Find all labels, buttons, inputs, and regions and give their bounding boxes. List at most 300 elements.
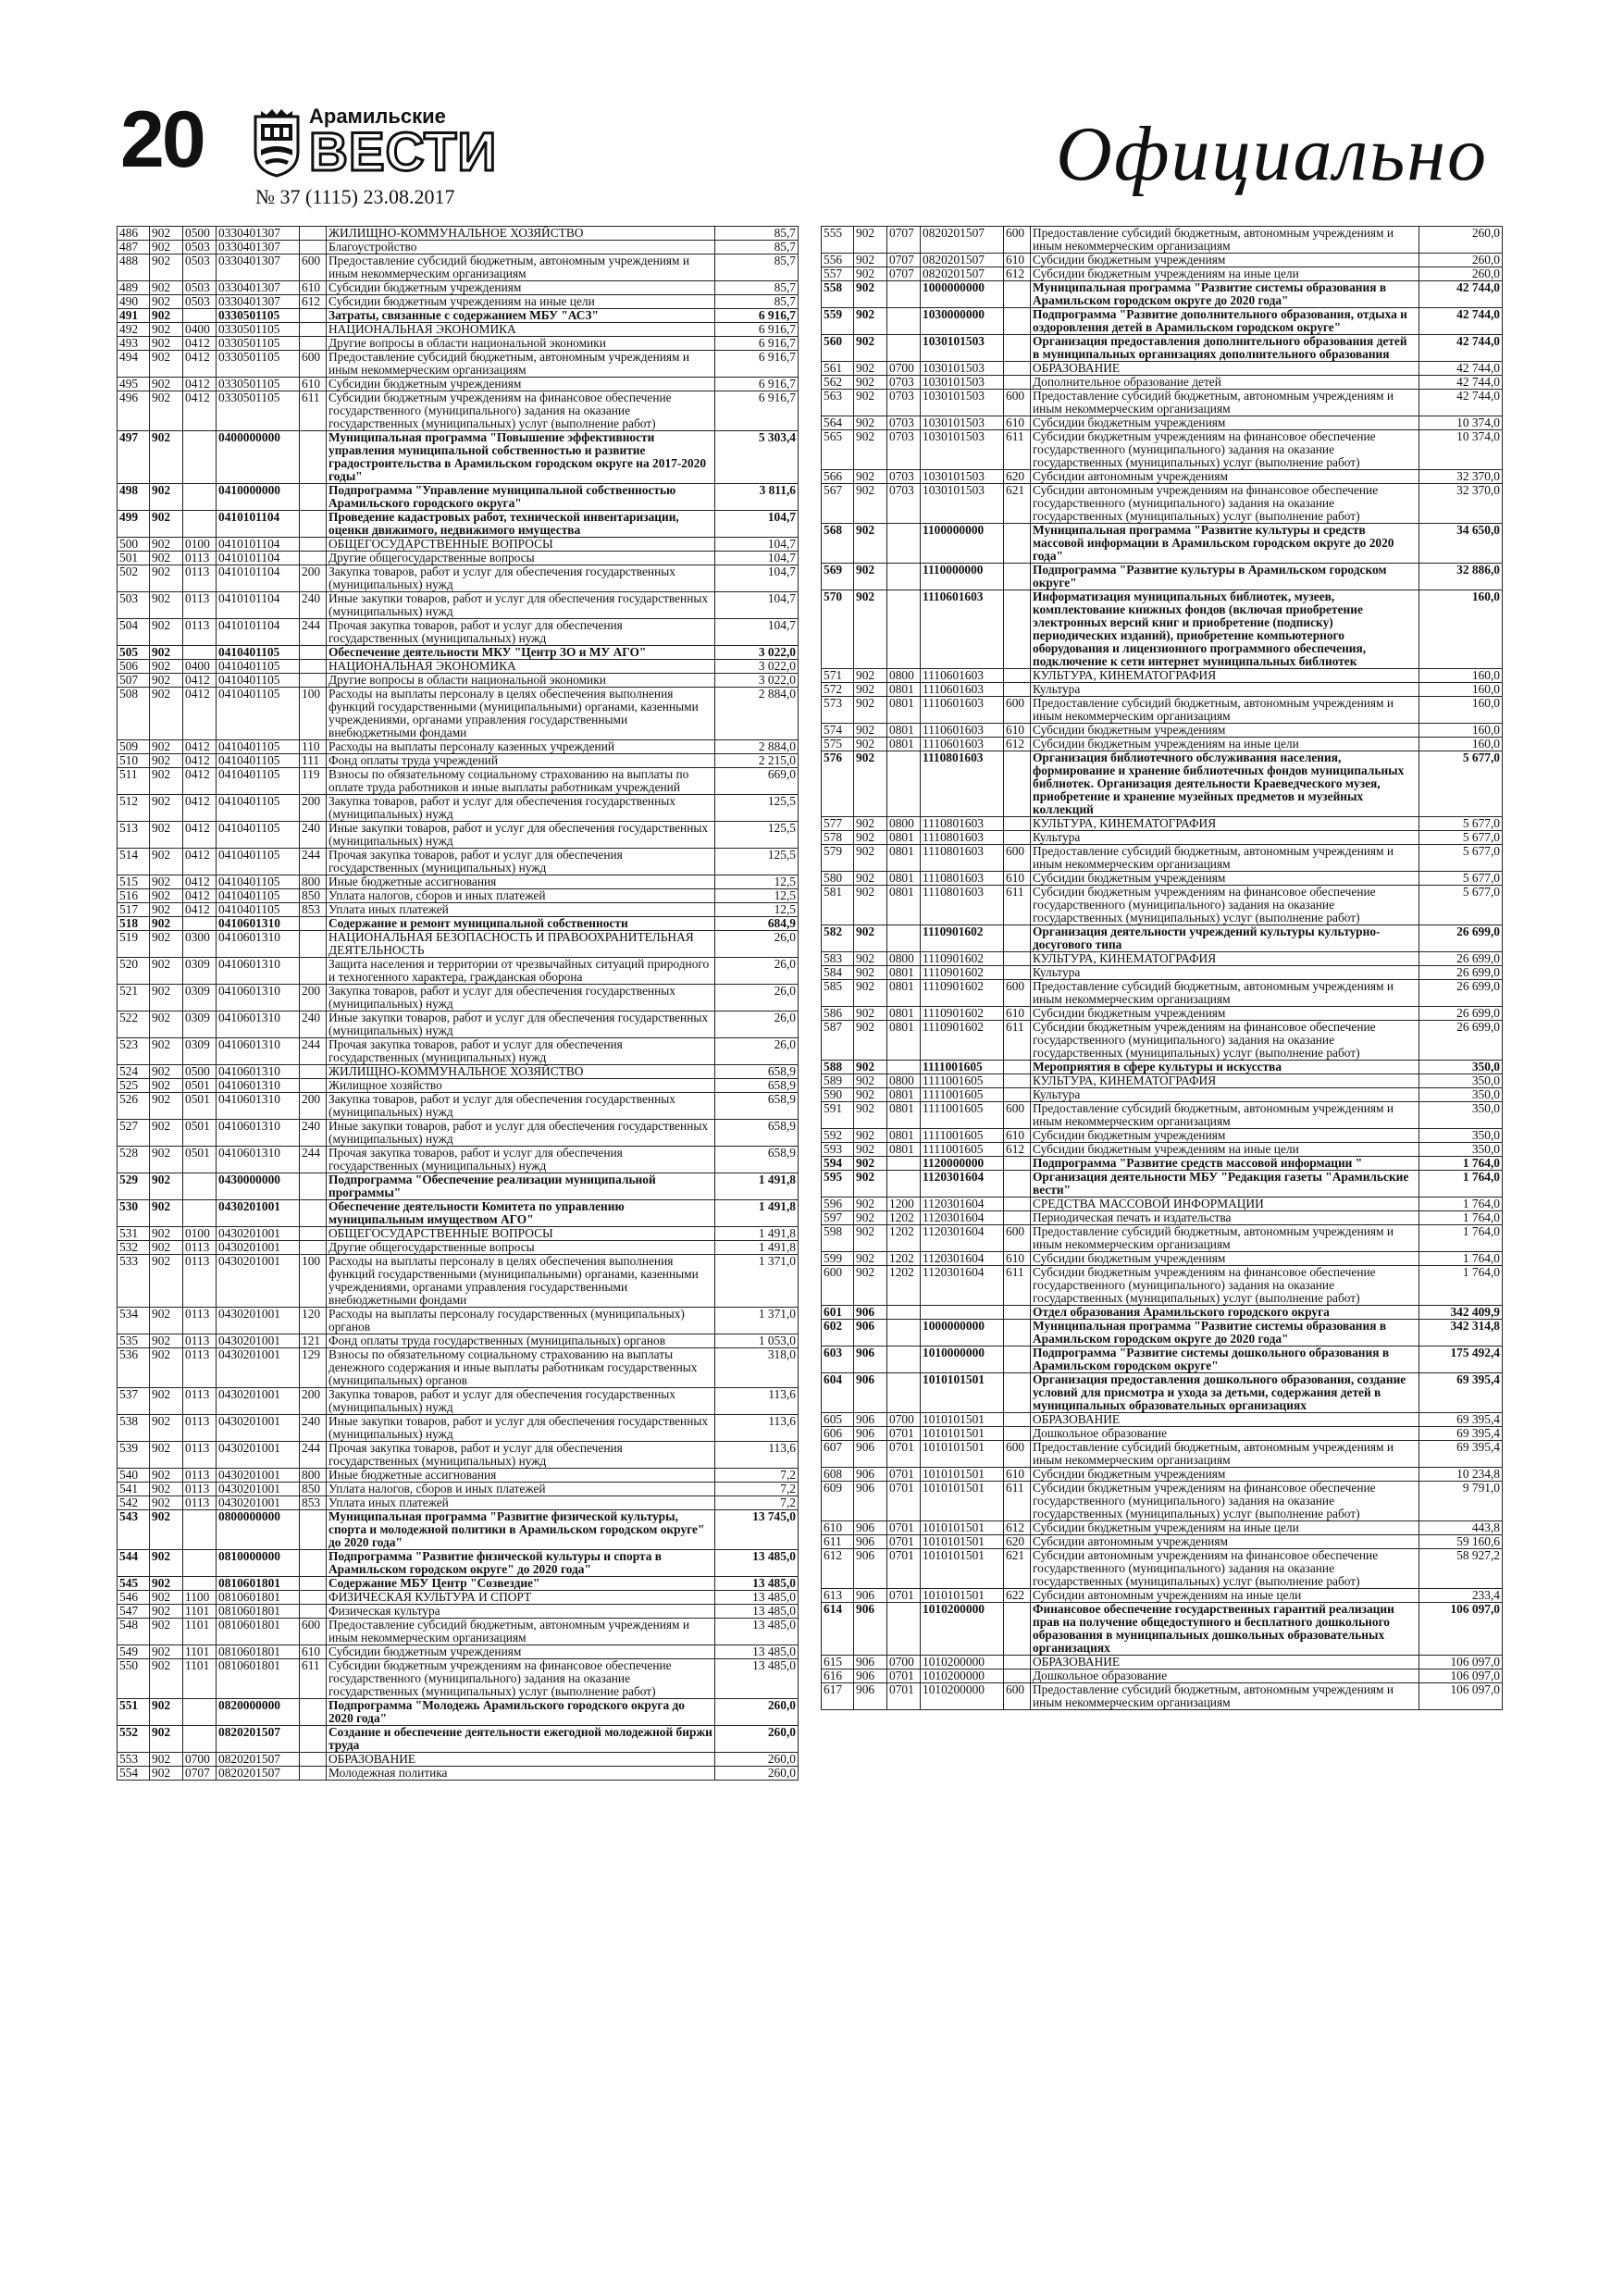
expense-type: 611 — [300, 1659, 327, 1699]
amount: 13 485,0 — [715, 1659, 799, 1699]
expense-type: 850 — [300, 1483, 327, 1496]
target-code: 0410401105 — [217, 688, 300, 740]
expense-type — [300, 484, 327, 511]
target-code: 1110901602 — [921, 980, 1004, 1007]
target-code: 0810000000 — [217, 1550, 300, 1577]
section-code: 0801 — [887, 1129, 921, 1143]
section-code: 0700 — [887, 362, 921, 376]
amount: 1 764,0 — [1419, 1266, 1503, 1306]
row-number: 617 — [822, 1683, 854, 1710]
target-code: 0410601310 — [217, 1038, 300, 1065]
item-name: Культура — [1031, 966, 1419, 980]
item-name: Субсидии бюджетным учреждениям на иные цели — [1031, 738, 1419, 751]
amount: 658,9 — [715, 1120, 799, 1147]
section-code: 0500 — [183, 227, 217, 241]
item-name: Закупка товаров, работ и услуг для обеспечения государственных (муниципальных) нужд — [327, 1093, 715, 1120]
expense-type: 610 — [300, 281, 327, 295]
target-code: 0410601310 — [217, 1093, 300, 1120]
table-row — [822, 227, 1503, 254]
dept-code: 906 — [854, 1549, 887, 1589]
table-row — [822, 564, 1503, 590]
item-name: Взносы по обязательному социальному страхованию на выплаты по оплате труда работников и иные выплаты работникам учреждений — [327, 768, 715, 795]
item-name: Расходы на выплаты персоналу государственных (муниципальных) органов — [327, 1308, 715, 1334]
table-row — [118, 1011, 799, 1038]
item-name: Расходы на выплаты персоналу в целях обеспечения выполнения функций государственными (муниципальными) органами, казенными учреждениями, органами управления государственными внебюджетными фондами — [327, 688, 715, 740]
expense-type: 611 — [1004, 430, 1031, 470]
section-code — [183, 1200, 217, 1227]
target-code: 0410601310 — [217, 1120, 300, 1147]
dept-code: 906 — [854, 1603, 887, 1656]
dept-code: 902 — [150, 1591, 183, 1605]
section-code — [887, 590, 921, 669]
amount: 7,2 — [715, 1496, 799, 1510]
row-number: 597 — [822, 1211, 854, 1225]
section-code: 0801 — [887, 831, 921, 845]
target-code: 0410401105 — [217, 660, 300, 674]
amount: 26 699,0 — [1419, 966, 1503, 980]
amount: 175 492,4 — [1419, 1347, 1503, 1373]
expense-type: 853 — [300, 903, 327, 917]
section-code — [183, 1726, 217, 1753]
target-code: 0430201001 — [217, 1415, 300, 1442]
dept-code: 902 — [854, 980, 887, 1007]
item-name: Субсидии бюджетным учреждениям на иные цели — [1031, 267, 1419, 281]
section-code — [887, 1157, 921, 1171]
budget-table-left — [117, 226, 799, 1781]
table-row — [822, 1683, 1503, 1710]
table-row — [118, 660, 799, 674]
dept-code: 902 — [854, 697, 887, 724]
target-code: 1110901602 — [921, 952, 1004, 966]
expense-type: 600 — [1004, 697, 1031, 724]
expense-type: 244 — [300, 1038, 327, 1065]
dept-code: 902 — [150, 241, 183, 254]
expense-type: 129 — [300, 1348, 327, 1388]
table-row — [118, 1255, 799, 1308]
amount: 32 370,0 — [1419, 484, 1503, 524]
dept-code: 906 — [854, 1589, 887, 1603]
table-row — [118, 1200, 799, 1227]
section-code: 0701 — [887, 1468, 921, 1482]
dept-code: 902 — [150, 1577, 183, 1591]
expense-type — [300, 552, 327, 565]
amount: 1 491,8 — [715, 1241, 799, 1255]
section-code: 0113 — [183, 1348, 217, 1388]
expense-type: 850 — [300, 889, 327, 903]
dept-code: 902 — [854, 362, 887, 376]
section-code: 0707 — [887, 254, 921, 267]
amount: 10 374,0 — [1419, 416, 1503, 430]
table-row — [822, 952, 1503, 966]
section-code: 0707 — [183, 1767, 217, 1781]
expense-type — [300, 227, 327, 241]
expense-type — [1004, 1656, 1031, 1669]
dept-code: 902 — [150, 391, 183, 431]
table-row — [118, 1038, 799, 1065]
section-code: 0412 — [183, 849, 217, 875]
expense-type: 612 — [1004, 738, 1031, 751]
item-name: Предоставление субсидий бюджетным, автономным учреждениям и иным некоммерческим организациям — [1031, 1102, 1419, 1129]
dept-code: 902 — [854, 564, 887, 590]
expense-type — [1004, 669, 1031, 683]
row-number: 494 — [118, 351, 150, 378]
item-name: Субсидии автономным учреждениям — [1031, 470, 1419, 484]
item-name: Иные бюджетные ассигнования — [327, 875, 715, 889]
row-number: 539 — [118, 1442, 150, 1469]
target-code: 0410101104 — [217, 552, 300, 565]
target-code: 0820201507 — [921, 254, 1004, 267]
item-name: Муниципальная программа "Развитие культуры и средств массовой информации в Арамильском городском округе до 2020 года" — [1031, 524, 1419, 564]
dept-code: 902 — [150, 688, 183, 740]
item-name: Субсидии бюджетным учреждениям — [1031, 416, 1419, 430]
section-code — [887, 1061, 921, 1074]
table-row — [822, 1171, 1503, 1198]
item-name: Закупка товаров, работ и услуг для обеспечения государственных (муниципальных) нужд — [327, 1388, 715, 1415]
dept-code: 902 — [150, 1550, 183, 1577]
item-name: Содержание и ремонт муниципальной собственности — [327, 917, 715, 931]
item-name: ОБРАЗОВАНИЕ — [1031, 1656, 1419, 1669]
item-name: Организация предоставления дополнительного образования детей в муниципальных организациях дополнительного образования — [1031, 335, 1419, 362]
table-row — [822, 1521, 1503, 1535]
target-code: 0410601310 — [217, 1147, 300, 1173]
target-code: 1010101501 — [921, 1373, 1004, 1413]
table-row — [822, 1482, 1503, 1521]
dept-code: 902 — [854, 669, 887, 683]
item-name: Субсидии бюджетным учреждениям — [327, 378, 715, 391]
section-code: 0703 — [887, 390, 921, 416]
table-row — [822, 430, 1503, 470]
dept-code: 902 — [150, 1038, 183, 1065]
section-code: 0801 — [887, 886, 921, 925]
section-code: 0801 — [887, 683, 921, 697]
section-code: 0701 — [887, 1441, 921, 1468]
amount: 104,7 — [715, 511, 799, 538]
expense-type: 119 — [300, 768, 327, 795]
dept-code: 902 — [150, 281, 183, 295]
section-code: 1200 — [887, 1198, 921, 1211]
expense-type — [300, 323, 327, 337]
amount: 10 234,8 — [1419, 1468, 1503, 1482]
section-code: 0703 — [887, 416, 921, 430]
item-name: Субсидии бюджетным учреждениям — [1031, 254, 1419, 267]
row-number: 516 — [118, 889, 150, 903]
target-code: 0820201507 — [921, 227, 1004, 254]
item-name: Предоставление субсидий бюджетным, автономным учреждениям и иным некоммерческим организациям — [327, 1619, 715, 1645]
target-code: 0410601310 — [217, 931, 300, 958]
table-row — [118, 822, 799, 849]
expense-type — [300, 1591, 327, 1605]
row-number: 603 — [822, 1347, 854, 1373]
amount: 6 916,7 — [715, 378, 799, 391]
dept-code: 902 — [150, 619, 183, 646]
expense-type: 611 — [300, 391, 327, 431]
row-number: 523 — [118, 1038, 150, 1065]
row-number: 572 — [822, 683, 854, 697]
item-name: ОБРАЗОВАНИЕ — [1031, 362, 1419, 376]
table-row — [822, 1347, 1503, 1373]
item-name: Предоставление субсидий бюджетным, автономным учреждениям и иным некоммерческим организациям — [1031, 697, 1419, 724]
table-row — [822, 1252, 1503, 1266]
dept-code: 902 — [150, 1469, 183, 1483]
row-number: 584 — [822, 966, 854, 980]
section-code: 1100 — [183, 1591, 217, 1605]
amount: 160,0 — [1419, 590, 1503, 669]
item-name: ОБРАЗОВАНИЕ — [1031, 1413, 1419, 1427]
item-name: Дошкольное образование — [1031, 1669, 1419, 1683]
item-name: Предоставление субсидий бюджетным, автономным учреждениям и иным некоммерческим организациям — [1031, 1683, 1419, 1710]
amount: 1 371,0 — [715, 1255, 799, 1308]
table-row — [822, 376, 1503, 390]
expense-type — [300, 1726, 327, 1753]
amount: 2 884,0 — [715, 740, 799, 754]
row-number: 491 — [118, 309, 150, 323]
target-code: 1000000000 — [921, 1320, 1004, 1347]
table-row — [822, 966, 1503, 980]
target-code: 1030101503 — [921, 416, 1004, 430]
expense-type: 240 — [300, 822, 327, 849]
expense-type — [300, 646, 327, 660]
row-number: 553 — [118, 1753, 150, 1767]
item-name: Прочая закупка товаров, работ и услуг для обеспечения государственных (муниципальных) нужд — [327, 1442, 715, 1469]
section-code: 0801 — [887, 724, 921, 738]
amount: 104,7 — [715, 538, 799, 552]
target-code: 0820201507 — [217, 1726, 300, 1753]
row-number: 556 — [822, 254, 854, 267]
expense-type: 111 — [300, 754, 327, 768]
expense-type — [300, 1577, 327, 1591]
table-row — [118, 1442, 799, 1469]
target-code: 0430201001 — [217, 1227, 300, 1241]
section-code — [887, 335, 921, 362]
item-name: Муниципальная программа "Развитие системы образования в Арамильском городском округе до 2020 года" — [1031, 281, 1419, 308]
row-number: 522 — [118, 1011, 150, 1038]
item-name: НАЦИОНАЛЬНАЯ ЭКОНОМИКА — [327, 323, 715, 337]
dept-code: 902 — [854, 1088, 887, 1102]
amount: 104,7 — [715, 565, 799, 592]
target-code: 1010200000 — [921, 1683, 1004, 1710]
target-code: 1010101501 — [921, 1535, 1004, 1549]
issue-info: № 37 (1115) 23.08.2017 — [255, 185, 455, 208]
dept-code: 906 — [854, 1669, 887, 1683]
target-code: 0410401105 — [217, 903, 300, 917]
expense-type — [300, 1753, 327, 1767]
amount: 106 097,0 — [1419, 1683, 1503, 1710]
item-name: Субсидии бюджетным учреждениям — [1031, 724, 1419, 738]
section-code: 1101 — [183, 1659, 217, 1699]
amount: 6 916,7 — [715, 391, 799, 431]
target-code: 0810601801 — [217, 1605, 300, 1619]
amount: 13 485,0 — [715, 1577, 799, 1591]
dept-code: 902 — [854, 1171, 887, 1198]
item-name: Прочая закупка товаров, работ и услуг для обеспечения государственных (муниципальных) нужд — [327, 1038, 715, 1065]
amount: 13 485,0 — [715, 1619, 799, 1645]
item-name: Жилищное хозяйство — [327, 1079, 715, 1093]
expense-type: 800 — [300, 1469, 327, 1483]
section-code — [887, 308, 921, 335]
expense-type: 600 — [1004, 1102, 1031, 1129]
section-code: 0707 — [887, 227, 921, 254]
section-code — [183, 1510, 217, 1550]
target-code: 1110901602 — [921, 1007, 1004, 1021]
item-name: Субсидии бюджетным учреждениям на финансовое обеспечение государственного (муниципального) задания на оказание государственных (муниципальных) услуг (выполнение работ) — [1031, 1021, 1419, 1061]
dept-code: 902 — [150, 1093, 183, 1120]
row-number: 577 — [822, 817, 854, 831]
row-number: 600 — [822, 1266, 854, 1306]
target-code: 0430201001 — [217, 1442, 300, 1469]
row-number: 545 — [118, 1577, 150, 1591]
amount: 13 485,0 — [715, 1645, 799, 1659]
table-row — [118, 1079, 799, 1093]
expense-type — [1004, 308, 1031, 335]
target-code: 0410601310 — [217, 1079, 300, 1093]
section-code: 0801 — [887, 980, 921, 1007]
amount: 2 884,0 — [715, 688, 799, 740]
table-row — [822, 738, 1503, 751]
section-code — [887, 925, 921, 952]
table-row — [822, 416, 1503, 430]
item-name: Субсидии автономным учреждениям на иные цели — [1031, 1589, 1419, 1603]
row-number: 493 — [118, 337, 150, 351]
section-code: 0412 — [183, 889, 217, 903]
amount: 658,9 — [715, 1093, 799, 1120]
item-name: ОБЩЕГОСУДАРСТВЕННЫЕ ВОПРОСЫ — [327, 538, 715, 552]
dept-code: 902 — [854, 1225, 887, 1252]
row-number: 549 — [118, 1645, 150, 1659]
item-name: Субсидии бюджетным учреждениям — [1031, 1007, 1419, 1021]
dept-code: 902 — [150, 1079, 183, 1093]
amount: 69 395,4 — [1419, 1413, 1503, 1427]
row-number: 542 — [118, 1496, 150, 1510]
target-code: 1010200000 — [921, 1603, 1004, 1656]
dept-code: 906 — [854, 1482, 887, 1521]
table-row — [822, 1468, 1503, 1482]
row-number: 547 — [118, 1605, 150, 1619]
amount: 5 303,4 — [715, 431, 799, 484]
target-code: 0430201001 — [217, 1388, 300, 1415]
expense-type: 611 — [1004, 1021, 1031, 1061]
dept-code: 902 — [854, 1266, 887, 1306]
table-row — [822, 886, 1503, 925]
section-code: 0300 — [183, 931, 217, 958]
table-row — [118, 1699, 799, 1726]
dept-code: 902 — [150, 565, 183, 592]
dept-code: 902 — [150, 1065, 183, 1079]
target-code: 1030101503 — [921, 362, 1004, 376]
table-row — [118, 931, 799, 958]
amount: 1 491,8 — [715, 1200, 799, 1227]
table-row — [822, 1427, 1503, 1441]
section-code: 0412 — [183, 822, 217, 849]
left-column — [117, 226, 799, 1781]
target-code: 0410401105 — [217, 740, 300, 754]
target-code: 1111001605 — [921, 1129, 1004, 1143]
target-code: 0430201001 — [217, 1496, 300, 1510]
expense-type — [1004, 362, 1031, 376]
dept-code: 902 — [854, 484, 887, 524]
table-row — [822, 1061, 1503, 1074]
section-code: 0113 — [183, 592, 217, 619]
amount: 350,0 — [1419, 1102, 1503, 1129]
amount: 260,0 — [715, 1767, 799, 1781]
section-code — [887, 1306, 921, 1320]
target-code: 1110901602 — [921, 925, 1004, 952]
expense-type: 610 — [1004, 1007, 1031, 1021]
row-number: 531 — [118, 1227, 150, 1241]
item-name: Предоставление субсидий бюджетным, автономным учреждениям и иным некоммерческим организациям — [1031, 227, 1419, 254]
section-code: 0412 — [183, 754, 217, 768]
masthead — [120, 95, 1508, 220]
expense-type: 621 — [1004, 484, 1031, 524]
table-row — [822, 470, 1503, 484]
amount: 342 314,8 — [1419, 1320, 1503, 1347]
section-code: 0703 — [887, 484, 921, 524]
target-code: 0430201001 — [217, 1348, 300, 1388]
row-number: 544 — [118, 1550, 150, 1577]
amount: 260,0 — [1419, 254, 1503, 267]
row-number: 498 — [118, 484, 150, 511]
expense-type: 610 — [300, 1645, 327, 1659]
dept-code: 902 — [854, 470, 887, 484]
dept-code: 902 — [150, 958, 183, 985]
expense-type: 853 — [300, 1496, 327, 1510]
section-code — [183, 917, 217, 931]
table-row — [118, 1173, 799, 1200]
section-code: 0113 — [183, 1308, 217, 1334]
item-name: Субсидии бюджетным учреждениям — [1031, 1252, 1419, 1266]
dept-code: 906 — [854, 1441, 887, 1468]
dept-code: 902 — [854, 390, 887, 416]
amount: 113,6 — [715, 1388, 799, 1415]
amount: 26 699,0 — [1419, 980, 1503, 1007]
row-number: 510 — [118, 754, 150, 768]
item-name: Субсидии бюджетным учреждениям — [327, 1645, 715, 1659]
item-name: Субсидии автономным учреждениям на финансовое обеспечение государственного (муниципального) задания на оказание государственных (муниципальных) услуг (выполнение работ) — [1031, 1549, 1419, 1589]
target-code: 0400000000 — [217, 431, 300, 484]
dept-code: 902 — [150, 889, 183, 903]
amount: 1 491,8 — [715, 1173, 799, 1200]
target-code: 0330501105 — [217, 391, 300, 431]
row-number: 576 — [822, 751, 854, 817]
expense-type — [300, 674, 327, 688]
amount: 125,5 — [715, 795, 799, 822]
expense-type: 611 — [1004, 1266, 1031, 1306]
row-number: 574 — [822, 724, 854, 738]
item-name: Подпрограмма "Развитие дополнительного образования, отдыха и оздоровления детей в Арамильском городском округе" — [1031, 308, 1419, 335]
section-code: 0412 — [183, 688, 217, 740]
amount: 5 677,0 — [1419, 817, 1503, 831]
section-code: 0113 — [183, 1334, 217, 1348]
table-row — [118, 1645, 799, 1659]
dept-code: 902 — [150, 768, 183, 795]
amount: 1 764,0 — [1419, 1252, 1503, 1266]
section-code: 0501 — [183, 1093, 217, 1120]
expense-type — [1004, 524, 1031, 564]
row-number: 589 — [822, 1074, 854, 1088]
target-code — [921, 1306, 1004, 1320]
section-code: 0113 — [183, 1469, 217, 1483]
item-name: КУЛЬТУРА, КИНЕМАТОГРАФИЯ — [1031, 952, 1419, 966]
dept-code: 902 — [150, 538, 183, 552]
row-number: 578 — [822, 831, 854, 845]
amount: 1 491,8 — [715, 1227, 799, 1241]
amount: 7,2 — [715, 1469, 799, 1483]
item-name: Прочая закупка товаров, работ и услуг для обеспечения государственных (муниципальных) нужд — [327, 1147, 715, 1173]
table-row — [118, 985, 799, 1011]
section-code — [183, 1550, 217, 1577]
section-code: 1101 — [183, 1619, 217, 1645]
section-code — [183, 484, 217, 511]
target-code: 1010101501 — [921, 1427, 1004, 1441]
